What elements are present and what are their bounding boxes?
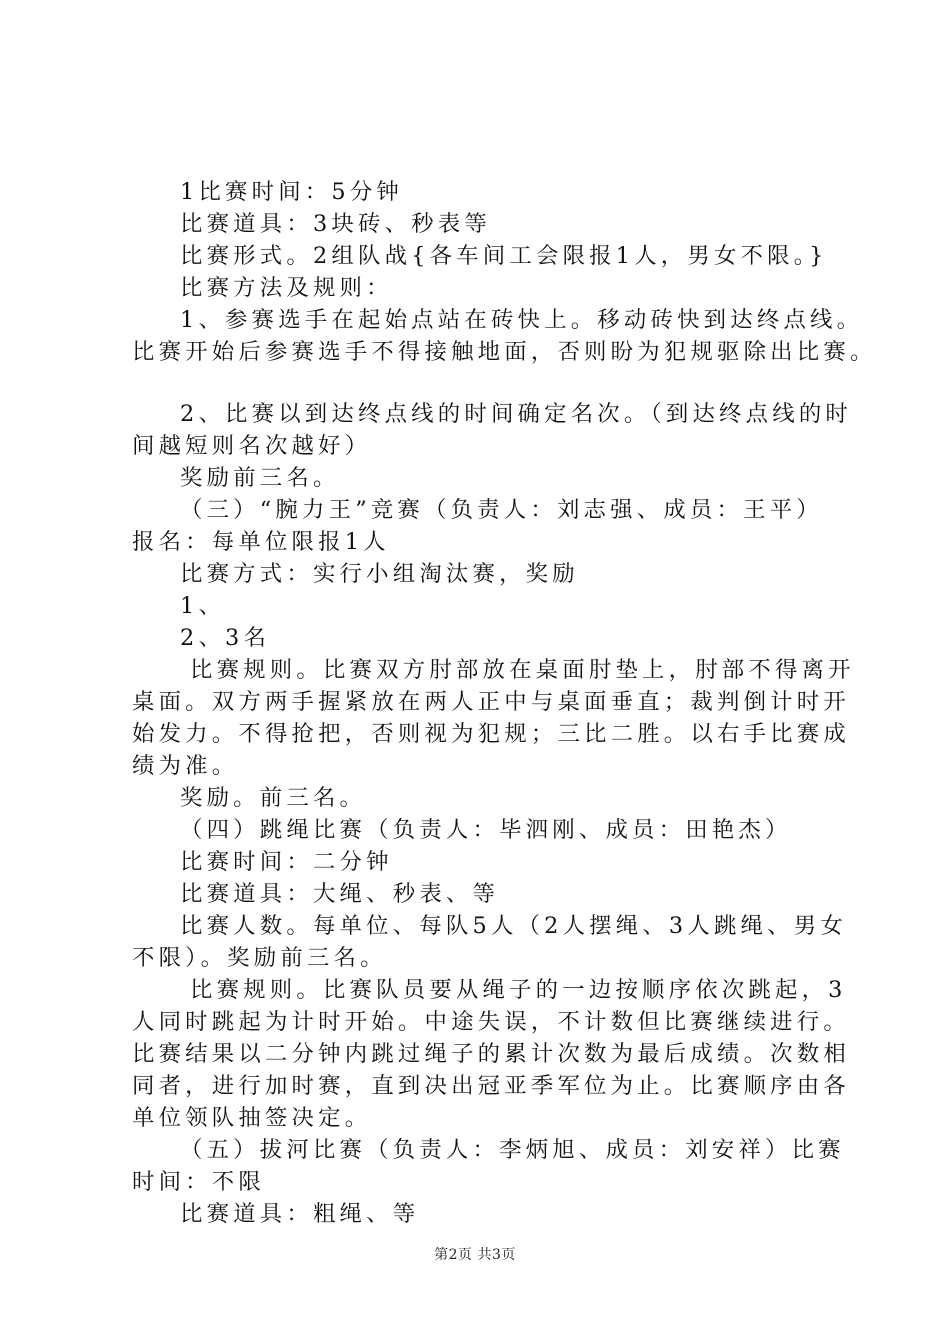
section-heading: （四）跳绳比赛（负责人：毕泗刚、成员：田艳杰） xyxy=(180,817,792,843)
paragraph-line: 奖励。前三名。 xyxy=(180,785,367,811)
paragraph-line: 始发力。不得抢把，否则视为犯规；三比二胜。以右手比赛成 xyxy=(132,721,850,747)
paragraph-line: 比赛方法及规则： xyxy=(180,275,393,301)
paragraph-line: 单位领队抽签决定。 xyxy=(132,1105,372,1131)
section-heading: （三）“腕力王”竞赛（负责人：刘志强、成员：王平） xyxy=(180,497,823,523)
paragraph-line: 比赛形式。2组队战{各车间工会限报1人，男女不限。} xyxy=(180,243,828,269)
body-text xyxy=(132,176,877,1230)
paragraph-line: 不限）。奖励前三名。 xyxy=(132,945,387,971)
paragraph-line: 比赛开始后参赛选手不得接触地面，否则盼为犯规驱除出比赛。 xyxy=(132,339,877,365)
paragraph-line: 时间：不限 xyxy=(132,1169,265,1195)
paragraph-line: 间越短则名次越好） xyxy=(132,433,372,459)
paragraph-gap xyxy=(132,368,852,398)
paragraph-line: 报名：每单位限报1人 xyxy=(132,529,390,555)
paragraph-line: 比赛结果以二分钟内跳过绳子的累计次数为最后成绩。次数相 xyxy=(132,1041,850,1067)
paragraph-line: 1比赛时间：5分钟 xyxy=(180,179,404,205)
paragraph-line: 比赛道具：大绳、秒表、等 xyxy=(180,881,500,907)
paragraph-line: 比赛人数。每单位、每队5人（2人摆绳、3人跳绳、男女 xyxy=(180,913,847,939)
paragraph-line: 同者，进行加时赛，直到决出冠亚季军位为止。比赛顺序由各 xyxy=(132,1073,850,1099)
page-footer: 第2页 共3页 xyxy=(434,1247,516,1263)
paragraph-line: 2、3名 xyxy=(180,625,271,651)
paragraph-line: 绩为准。 xyxy=(132,753,239,779)
paragraph-line: 1、参赛选手在起始点站在砖快上。移动砖快到达终点线。 xyxy=(180,307,864,333)
section-heading: （五）拔河比赛（负责人：李炳旭、成员：刘安祥）比赛 xyxy=(180,1137,845,1163)
paragraph-line: 比赛道具：3块砖、秒表等 xyxy=(180,211,491,237)
paragraph-line: 桌面。双方两手握紧放在两人正中与桌面垂直；裁判倒计时开 xyxy=(132,689,850,715)
paragraph-line: 比赛方式：实行小组淘汰赛，奖励 xyxy=(180,561,579,587)
paragraph-line: 比赛规则。比赛队员要从绳子的一边按顺序依次跳起，3 xyxy=(190,977,847,1003)
paragraph-line: 1、 xyxy=(180,593,226,619)
paragraph-line: 人同时跳起为计时开始。中途失误，不计数但比赛继续进行。 xyxy=(132,1009,850,1035)
paragraph-line: 2、比赛以到达终点线的时间确定名次。（到达终点线的时 xyxy=(180,401,853,427)
paragraph-line: 比赛规则。比赛双方肘部放在桌面肘垫上，肘部不得离开 xyxy=(190,657,855,683)
paragraph-line: 比赛时间：二分钟 xyxy=(180,849,393,875)
paragraph-line: 奖励前三名。 xyxy=(180,465,340,491)
paragraph-line: 比赛道具：粗绳、等 xyxy=(180,1201,420,1227)
